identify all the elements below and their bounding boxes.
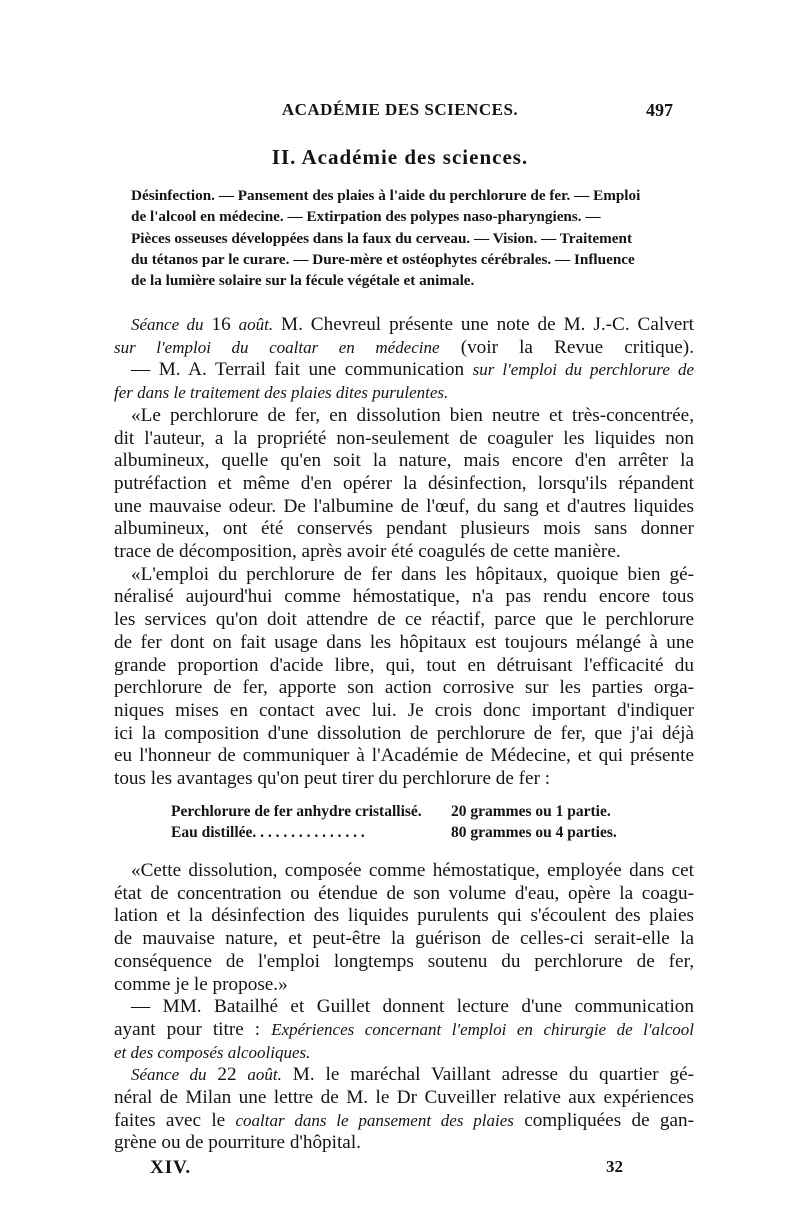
paragraph-line: grène ou de pourriture d'hôpital. bbox=[114, 1132, 361, 1154]
paragraph-text: faites avec le bbox=[114, 1109, 226, 1131]
recipe-row bbox=[171, 801, 617, 822]
recipe-amount: 20 grammes ou 1 partie. bbox=[451, 803, 611, 820]
summary-line: Pièces osseuses développées dans la faux du cerveau. — Vision. — Traitement bbox=[131, 229, 633, 247]
page-number: 497 bbox=[646, 100, 673, 120]
paragraph-text: M. le maréchal Vaillant adresse du quartier gé- bbox=[292, 1064, 695, 1086]
quote-line: une mauvaise odeur. De l'albumine de l'œuf, du sang et d'autres liquides bbox=[114, 495, 694, 517]
signature-mark: XIV. bbox=[150, 1157, 192, 1178]
quote-line: albumineux, ont été conservés pendant plusieurs mois sans donner bbox=[114, 518, 694, 540]
quote-line: comme je le propose.» bbox=[114, 973, 288, 995]
quote-line: ici la composition d'une dissolution de perchlorure de fer, que j'ai déjà bbox=[114, 722, 694, 744]
quote-line: eu l'honneur de communiquer à l'Académie de Médecine, et qui présente bbox=[114, 745, 694, 767]
seance-label: Séance du bbox=[131, 1065, 207, 1085]
recipe-item: Eau distillée. . . . . . . . . . . . . . . bbox=[171, 824, 365, 841]
quote-line: «L'emploi du perchlorure de fer dans les hôpitaux, quoique bien gé- bbox=[131, 563, 694, 585]
paragraph-line: — MM. Batailhé et Guillet donnent lecture d'une communication bbox=[131, 996, 694, 1018]
italic-title: et des composés alcooliques. bbox=[114, 1042, 311, 1062]
seance-22-line bbox=[114, 1064, 694, 1087]
quote-line: tous les avantages qu'on peut tirer du perchlorure de fer : bbox=[114, 768, 551, 790]
summary-line: de l'alcool en médecine. — Extirpation des polypes naso-pharyngiens. — bbox=[131, 208, 601, 226]
quote-line: perchlorure de fer, apporte son action corrosive sur les parties orga- bbox=[114, 677, 694, 699]
recipe-amount: 80 grammes ou 4 parties. bbox=[451, 824, 617, 841]
italic-title: sur l'emploi du perchlorure de bbox=[472, 360, 695, 380]
paragraph-line bbox=[114, 1019, 694, 1042]
footer-number: 32 bbox=[606, 1157, 623, 1176]
section-title: II. Académie des sciences. bbox=[271, 145, 529, 169]
paragraph-text: ayant pour titre : bbox=[114, 1018, 261, 1040]
quote-line: trace de décomposition, après avoir été coagulés de cette manière. bbox=[114, 541, 621, 563]
quote-line: grande proportion d'acide libre, qui, tout en détruisant l'efficacité du bbox=[114, 654, 694, 676]
paragraph-line bbox=[114, 337, 694, 360]
quote-line: albumineux, quelle qu'en soit la nature, mais encore d'en arrêter la bbox=[114, 450, 694, 472]
quote-line: état de concentration ou étendue de son volume d'eau, opère la coagu- bbox=[114, 882, 694, 904]
paragraph-line bbox=[114, 359, 694, 382]
seance-day: 16 bbox=[211, 314, 231, 335]
seance-month: août. bbox=[247, 1065, 282, 1085]
quote-line: putréfaction et même d'en opérer la désinfection, lorsqu'ils répandent bbox=[114, 472, 694, 494]
quote-line: dit l'auteur, a la propriété non-seulement de coaguler les liquides non bbox=[114, 427, 694, 449]
seance-16-line bbox=[114, 314, 694, 337]
recipe-item: Perchlorure de fer anhydre cristallisé. bbox=[171, 803, 422, 820]
quote-line: de mauvaise nature, et peut-être la guérison de celles-ci serait-elle la bbox=[114, 928, 694, 950]
seance-month: août. bbox=[238, 315, 274, 334]
seance-day: 22 bbox=[217, 1064, 237, 1086]
paragraph-text: compliquées de gan- bbox=[524, 1109, 695, 1131]
summary-line: de la lumière solaire sur la fécule végétale et animale. bbox=[131, 272, 475, 290]
paragraph-text: (voir la Revue critique). bbox=[460, 336, 694, 358]
quote-line: «Le perchlorure de fer, en dissolution bien neutre et très-concentrée, bbox=[131, 404, 694, 426]
quote-line: de fer dont on fait usage dans les hôpitaux est toujours mélangé à une bbox=[114, 631, 694, 653]
summary-line: Désinfection. — Pansement des plaies à l'aide du perchlorure de fer. — Emploi bbox=[131, 187, 641, 204]
paragraph-text: M. Chevreul présente une note de M. J.-C. Calvert bbox=[281, 314, 695, 335]
recipe-row bbox=[171, 822, 617, 843]
paragraph-line: néral de Milan une lettre de M. le Dr Cuveiller relative aux expériences bbox=[114, 1087, 694, 1109]
paragraph-line bbox=[114, 1110, 694, 1133]
paragraph-line bbox=[114, 1042, 694, 1065]
paragraph-line bbox=[114, 382, 694, 405]
italic-title: coaltar dans le pansement des plaies bbox=[235, 1110, 514, 1130]
italic-title: sur l'emploi du coaltar en médecine bbox=[114, 337, 440, 357]
running-head: ACADÉMIE DES SCIENCES. bbox=[281, 100, 519, 119]
quote-line: niques mises en contact avec lui. Je crois donc important d'indiquer bbox=[114, 699, 694, 721]
section-summary bbox=[131, 185, 691, 291]
summary-line: du tétanos par le curare. — Dure-mère et ostéophytes cérébrales. — Influence bbox=[131, 250, 635, 268]
italic-title: fer dans le traitement des plaies dites purulentes. bbox=[114, 383, 449, 403]
seance-label: Séance du bbox=[131, 315, 204, 334]
quote-line: les services qu'on doit attendre de ce réactif, parce que le perchlorure bbox=[114, 609, 694, 631]
quote-line: «Cette dissolution, composée comme hémostatique, employée dans cet bbox=[131, 860, 694, 881]
quote-line: lation et la désinfection des liquides purulents qui s'écoulent des plaies bbox=[114, 905, 694, 927]
italic-title: Expériences concernant l'emploi en chirurgie de l'alcool bbox=[271, 1019, 695, 1039]
quote-line: néralisé aujourd'hui comme hémostatique, n'a pas rendu encore tous bbox=[114, 586, 694, 608]
paragraph-text: — M. A. Terrail fait une communication bbox=[131, 359, 465, 381]
quote-line: conséquence de l'emploi longtemps soutenu du perchlorure de fer, bbox=[114, 950, 694, 972]
recipe-table bbox=[171, 801, 617, 843]
body-text bbox=[114, 314, 694, 791]
body-text-continued bbox=[114, 860, 694, 1155]
